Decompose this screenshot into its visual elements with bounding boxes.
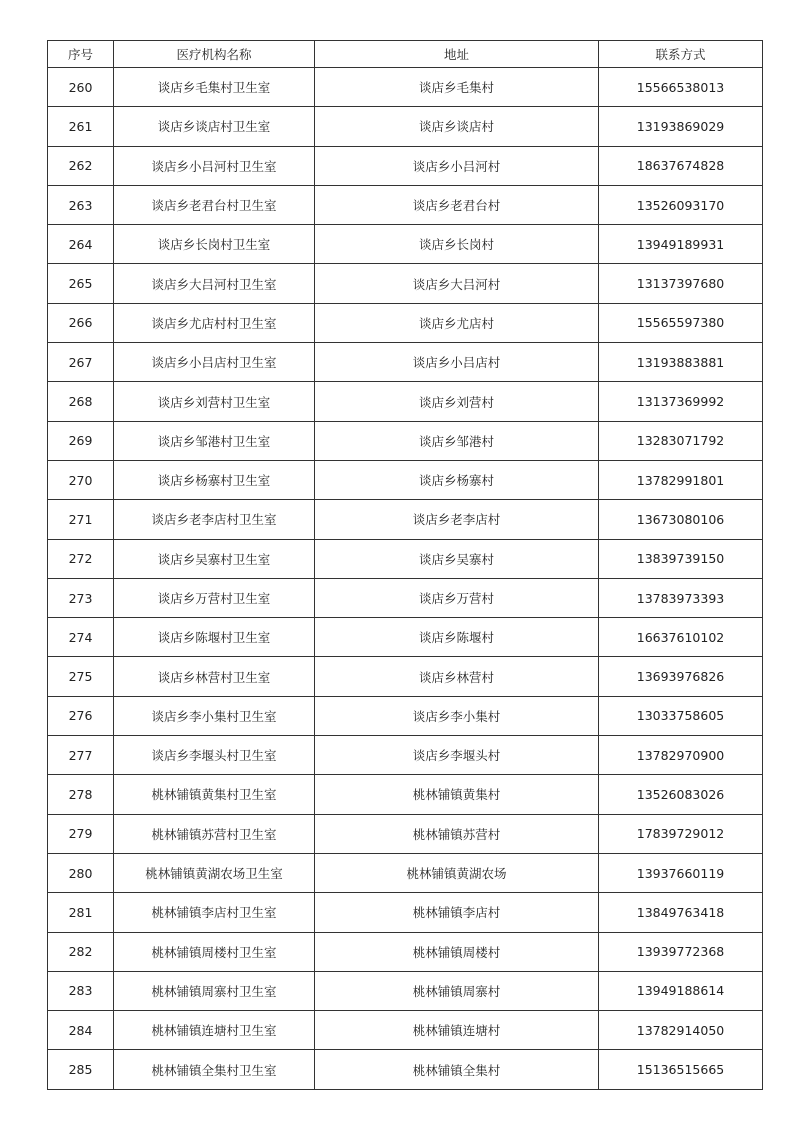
cell-contact: 13939772368 [599, 932, 763, 971]
cell-institution-name: 谈店乡小吕河村卫生室 [114, 146, 315, 185]
cell-institution-name: 谈店乡毛集村卫生室 [114, 68, 315, 107]
cell-address: 谈店乡尤店村 [315, 303, 599, 342]
cell-address: 谈店乡毛集村 [315, 68, 599, 107]
cell-index: 275 [48, 657, 114, 696]
table-row [48, 421, 763, 460]
cell-index: 276 [48, 696, 114, 735]
cell-contact: 13783973393 [599, 578, 763, 617]
cell-address: 谈店乡谈店村 [315, 107, 599, 146]
header-cell-institution-name: 医疗机构名称 [114, 41, 315, 68]
cell-contact: 15136515665 [599, 1050, 763, 1089]
cell-index: 265 [48, 264, 114, 303]
cell-contact: 13283071792 [599, 421, 763, 460]
cell-address: 谈店乡吴寨村 [315, 539, 599, 578]
table-row [48, 1050, 763, 1089]
cell-index: 264 [48, 225, 114, 264]
cell-address: 桃林铺镇连塘村 [315, 1011, 599, 1050]
cell-address: 谈店乡长岗村 [315, 225, 599, 264]
table-row [48, 696, 763, 735]
table-row [48, 893, 763, 932]
cell-contact: 13137369992 [599, 382, 763, 421]
cell-institution-name: 谈店乡老君台村卫生室 [114, 185, 315, 224]
cell-address: 谈店乡杨寨村 [315, 460, 599, 499]
cell-address: 谈店乡小吕河村 [315, 146, 599, 185]
cell-index: 281 [48, 893, 114, 932]
table-row [48, 775, 763, 814]
cell-address: 谈店乡万营村 [315, 578, 599, 617]
table-row [48, 736, 763, 775]
table-body [48, 68, 763, 1090]
table-row [48, 618, 763, 657]
header-cell-index: 序号 [48, 41, 114, 68]
header-row [48, 41, 763, 68]
cell-index: 263 [48, 185, 114, 224]
cell-institution-name: 桃林铺镇全集村卫生室 [114, 1050, 315, 1089]
cell-address: 桃林铺镇全集村 [315, 1050, 599, 1089]
table-row [48, 657, 763, 696]
cell-contact: 13673080106 [599, 500, 763, 539]
cell-address: 桃林铺镇黄湖农场 [315, 853, 599, 892]
table-row [48, 539, 763, 578]
cell-address: 谈店乡小吕店村 [315, 343, 599, 382]
cell-contact: 13526083026 [599, 775, 763, 814]
cell-institution-name: 谈店乡邹港村卫生室 [114, 421, 315, 460]
cell-address: 谈店乡刘营村 [315, 382, 599, 421]
cell-institution-name: 谈店乡万营村卫生室 [114, 578, 315, 617]
cell-address: 桃林铺镇李店村 [315, 893, 599, 932]
cell-index: 266 [48, 303, 114, 342]
cell-address: 桃林铺镇苏营村 [315, 814, 599, 853]
cell-contact: 13193883881 [599, 343, 763, 382]
cell-contact: 13193869029 [599, 107, 763, 146]
header-cell-contact: 联系方式 [599, 41, 763, 68]
cell-index: 269 [48, 421, 114, 460]
cell-contact: 13526093170 [599, 185, 763, 224]
table-row [48, 146, 763, 185]
cell-contact: 13033758605 [599, 696, 763, 735]
cell-contact: 17839729012 [599, 814, 763, 853]
cell-address: 谈店乡林营村 [315, 657, 599, 696]
cell-index: 270 [48, 460, 114, 499]
cell-institution-name: 谈店乡老李店村卫生室 [114, 500, 315, 539]
cell-index: 277 [48, 736, 114, 775]
cell-contact: 13693976826 [599, 657, 763, 696]
cell-index: 279 [48, 814, 114, 853]
cell-institution-name: 桃林铺镇周寨村卫生室 [114, 971, 315, 1010]
cell-institution-name: 谈店乡陈堰村卫生室 [114, 618, 315, 657]
cell-index: 262 [48, 146, 114, 185]
cell-contact: 13839739150 [599, 539, 763, 578]
cell-contact: 18637674828 [599, 146, 763, 185]
header-cell-address: 地址 [315, 41, 599, 68]
table-row [48, 853, 763, 892]
cell-contact: 16637610102 [599, 618, 763, 657]
cell-institution-name: 谈店乡长岗村卫生室 [114, 225, 315, 264]
cell-address: 谈店乡李小集村 [315, 696, 599, 735]
table-row [48, 225, 763, 264]
table-row [48, 382, 763, 421]
cell-contact: 13949188614 [599, 971, 763, 1010]
table-row [48, 500, 763, 539]
cell-index: 272 [48, 539, 114, 578]
cell-index: 267 [48, 343, 114, 382]
cell-index: 278 [48, 775, 114, 814]
cell-institution-name: 桃林铺镇黄湖农场卫生室 [114, 853, 315, 892]
cell-contact: 13782970900 [599, 736, 763, 775]
table-header [48, 41, 763, 68]
cell-institution-name: 谈店乡杨寨村卫生室 [114, 460, 315, 499]
cell-contact: 13849763418 [599, 893, 763, 932]
cell-index: 285 [48, 1050, 114, 1089]
cell-contact: 13937660119 [599, 853, 763, 892]
cell-institution-name: 谈店乡刘营村卫生室 [114, 382, 315, 421]
cell-index: 273 [48, 578, 114, 617]
cell-index: 274 [48, 618, 114, 657]
cell-index: 283 [48, 971, 114, 1010]
cell-institution-name: 桃林铺镇苏营村卫生室 [114, 814, 315, 853]
table-row [48, 814, 763, 853]
table-row [48, 971, 763, 1010]
cell-index: 260 [48, 68, 114, 107]
cell-institution-name: 谈店乡林营村卫生室 [114, 657, 315, 696]
cell-institution-name: 谈店乡尤店村村卫生室 [114, 303, 315, 342]
cell-address: 谈店乡大吕河村 [315, 264, 599, 303]
table-row [48, 932, 763, 971]
cell-index: 268 [48, 382, 114, 421]
cell-index: 261 [48, 107, 114, 146]
cell-institution-name: 桃林铺镇黄集村卫生室 [114, 775, 315, 814]
cell-contact: 15566538013 [599, 68, 763, 107]
table-row [48, 107, 763, 146]
cell-address: 桃林铺镇黄集村 [315, 775, 599, 814]
cell-address: 桃林铺镇周楼村 [315, 932, 599, 971]
cell-contact: 13137397680 [599, 264, 763, 303]
cell-institution-name: 桃林铺镇李店村卫生室 [114, 893, 315, 932]
cell-contact: 15565597380 [599, 303, 763, 342]
cell-institution-name: 谈店乡李小集村卫生室 [114, 696, 315, 735]
table-row [48, 1011, 763, 1050]
cell-index: 280 [48, 853, 114, 892]
table-row [48, 68, 763, 107]
cell-institution-name: 谈店乡吴寨村卫生室 [114, 539, 315, 578]
cell-institution-name: 谈店乡谈店村卫生室 [114, 107, 315, 146]
cell-contact: 13782991801 [599, 460, 763, 499]
cell-index: 271 [48, 500, 114, 539]
cell-index: 282 [48, 932, 114, 971]
cell-contact: 13949189931 [599, 225, 763, 264]
table-row [48, 343, 763, 382]
cell-institution-name: 桃林铺镇连塘村卫生室 [114, 1011, 315, 1050]
cell-address: 桃林铺镇周寨村 [315, 971, 599, 1010]
cell-address: 谈店乡李堰头村 [315, 736, 599, 775]
cell-contact: 13782914050 [599, 1011, 763, 1050]
cell-index: 284 [48, 1011, 114, 1050]
medical-institution-table [47, 40, 763, 1090]
cell-address: 谈店乡老君台村 [315, 185, 599, 224]
table-row [48, 578, 763, 617]
table-row [48, 264, 763, 303]
table-row [48, 303, 763, 342]
cell-address: 谈店乡陈堰村 [315, 618, 599, 657]
cell-address: 谈店乡老李店村 [315, 500, 599, 539]
cell-address: 谈店乡邹港村 [315, 421, 599, 460]
cell-institution-name: 谈店乡小吕店村卫生室 [114, 343, 315, 382]
table-row [48, 185, 763, 224]
table-row [48, 460, 763, 499]
cell-institution-name: 桃林铺镇周楼村卫生室 [114, 932, 315, 971]
cell-institution-name: 谈店乡李堰头村卫生室 [114, 736, 315, 775]
cell-institution-name: 谈店乡大吕河村卫生室 [114, 264, 315, 303]
